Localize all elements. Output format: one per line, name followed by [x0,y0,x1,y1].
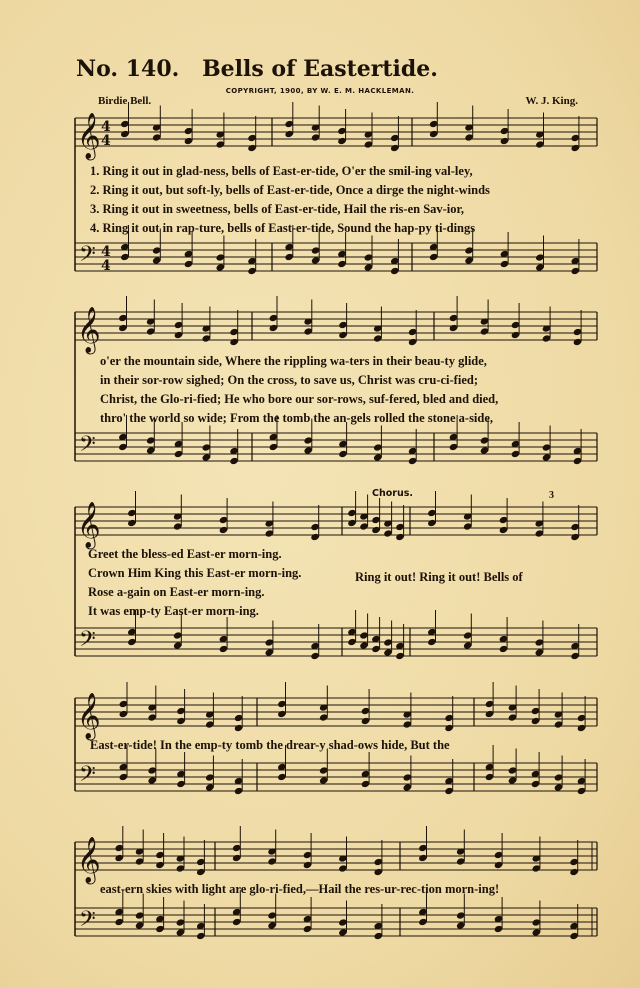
treble-clef: 𝄞 [77,307,101,353]
verse-line: 3. Ring it out in sweetness, bells of East-er-tide, Hail the ris-en Sav-ior, [90,202,465,216]
hymn-number: No. 140. [76,56,180,82]
time-signature: 4 [101,258,111,274]
treble-clef: 𝄞 [77,693,101,739]
verse-line: o'er the mountain side, Where the rippling wa-ters in their beau-ty glide, [100,354,487,368]
treble-clef: 𝄞 [77,113,101,159]
time-signature: 4 [101,133,111,149]
system4-lyrics: East-er-tide! In the emp-ty tomb the drear-y shad-ows hide, But the [90,738,450,752]
verse-line: thro' the world so wide; From the tomb the an-gels rolled the stone a-side, [100,411,494,425]
verse-line: Rose a-gain on East-er morn-ing. [88,585,265,599]
treble-clef: 𝄞 [77,502,101,548]
verse-line: in their sor-row sighed; On the cross, to save us, Christ was cru-ci-fied; [100,373,478,387]
system2-lyrics [100,352,498,428]
treble-clef: 𝄞 [77,837,101,883]
time-signature: 4 [101,119,111,135]
verse-line: Greet the bless-ed East-er morn-ing. [88,547,282,561]
time-signature: 4 [101,244,111,260]
triplet-mark: 3 [549,490,554,501]
verse-line: It was emp-ty East-er morn-ing. [88,604,259,618]
bass-clef: 𝄢 [79,432,96,462]
verse-line: 4. Ring it out in rap-ture, bells of East-er-tide, Sound the hap-py ti-dings [90,221,476,235]
chorus-lyrics: Ring it out! Ring it out! Bells of [355,570,523,584]
verse-line: Christ, the Glo-ri-fied; He who bore our sor-rows, suf-fered, bled and died, [100,392,499,406]
bass-clef: 𝄢 [79,242,96,272]
system5-lyrics: east-ern skies with light are glo-ri-fied,—Hail the res-ur-rec-tion morn-ing! [100,882,500,896]
system3-lyrics [88,545,301,621]
bass-clef: 𝄢 [79,907,96,937]
verse-line: 1. Ring it out in glad-ness, bells of East-er-tide, O'er the smil-ing val-ley, [90,164,473,178]
system1-lyrics [90,162,490,238]
poet-credit: Birdie Bell. [98,95,152,107]
chorus-label: Chorus. [372,488,413,499]
verse-line: 2. Ring it out, but soft-ly, bells of East-er-tide, Once a dirge the night-winds [90,183,490,197]
composer-credit: W. J. King. [525,95,578,107]
copyright-line: COPYRIGHT, 1900, BY W. E. M. HACKLEMAN. [225,87,415,95]
hymn-title: Bells of Eastertide. [202,56,438,82]
verse-line: Crown Him King this East-er morn-ing. [88,566,302,580]
bass-clef: 𝄢 [79,762,96,792]
bass-clef: 𝄢 [79,627,96,657]
